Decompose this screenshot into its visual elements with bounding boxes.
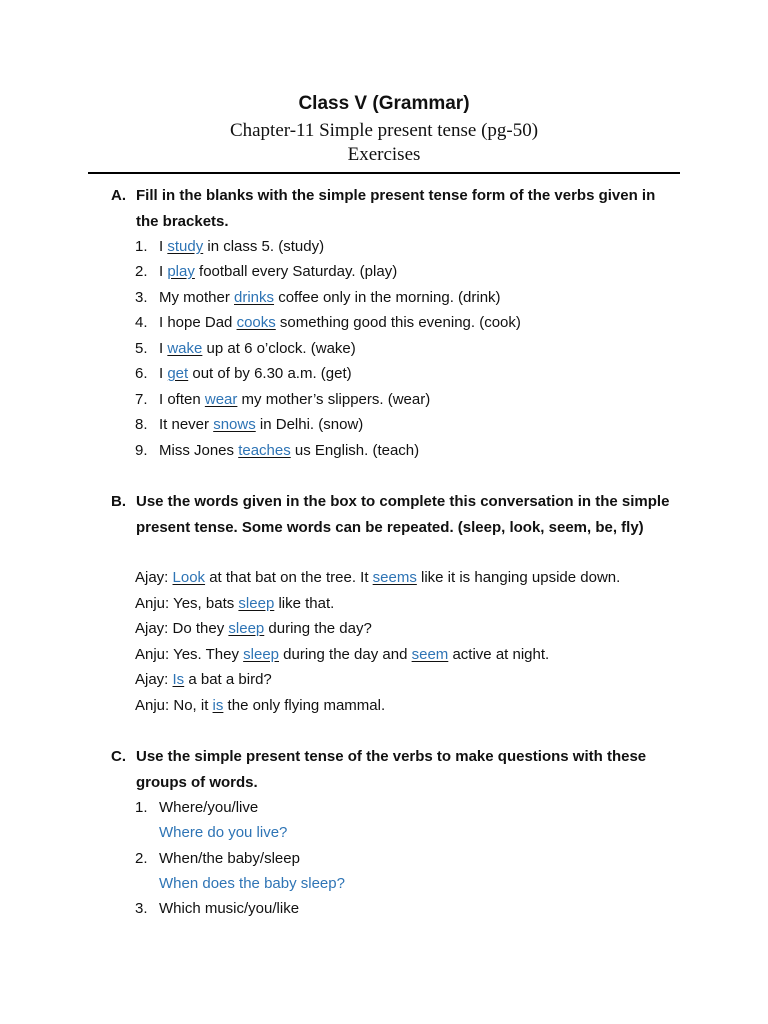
dialogue-text: the only flying mammal.: [223, 697, 386, 714]
list-item: [135, 234, 675, 260]
item-number: 5.: [135, 340, 148, 357]
item-number: 3.: [135, 289, 148, 306]
question-prompt: Where/you/live: [159, 799, 259, 816]
answer-word: wake: [167, 340, 203, 357]
item-text: I: [159, 340, 168, 357]
answer-word: is: [212, 697, 224, 714]
dialogue-text: during the day and: [279, 646, 412, 663]
question-answer: Where do you live?: [159, 824, 288, 841]
answer-word: get: [167, 365, 189, 382]
item-number: 3.: [135, 900, 148, 917]
item-number: 9.: [135, 442, 148, 459]
dialogue-line: [135, 591, 695, 617]
dialogue-text: a bat a bird?: [184, 671, 272, 688]
item-text: Miss Jones: [159, 442, 239, 459]
item-text: I: [159, 238, 168, 255]
answer-word: Look: [172, 569, 206, 586]
item-number: 1.: [135, 799, 148, 816]
question-item: [135, 846, 675, 872]
item-number: 6.: [135, 365, 148, 382]
answer-word: wear: [204, 391, 238, 408]
section-a-instruction: [111, 183, 671, 234]
answer-word: snows: [213, 416, 256, 433]
list-item: [135, 412, 675, 438]
answer-word: teaches: [238, 442, 291, 459]
dialogue-text: Ajay:: [135, 671, 173, 688]
list-item: [135, 259, 675, 285]
dialogue-text: like it is hanging upside down.: [416, 569, 621, 586]
section-a-instruction-text: Fill in the blanks with the simple present tense form of the verbs given in the brackets.: [136, 187, 656, 230]
question-answer: When does the baby sleep?: [159, 875, 345, 892]
answer-word: study: [167, 238, 204, 255]
item-number: 2.: [135, 850, 148, 867]
item-text: up at 6 o’clock. (wake): [202, 340, 356, 357]
answer-word: seems: [372, 569, 417, 586]
header-divider: [88, 172, 680, 174]
question-item: [135, 795, 675, 821]
section-c-letter: C.: [111, 748, 126, 765]
item-text: something good this evening. (cook): [275, 314, 521, 331]
answer-word: cooks: [236, 314, 276, 331]
item-text: in Delhi. (snow): [255, 416, 364, 433]
dialogue-text: Ajay: Do they: [135, 620, 229, 637]
item-number: 2.: [135, 263, 148, 280]
section-b-instruction: [111, 489, 671, 540]
item-text: I often: [159, 391, 205, 408]
list-item: [135, 387, 675, 413]
section-a-letter: A.: [111, 187, 126, 204]
list-item: [135, 285, 675, 311]
chapter-title: Chapter-11 Simple present tense (pg-50): [229, 120, 539, 141]
item-text: I hope Dad: [159, 314, 237, 331]
item-text: I: [159, 263, 168, 280]
item-number: 7.: [135, 391, 148, 408]
item-text: football every Saturday. (play): [194, 263, 398, 280]
dialogue-line: [135, 693, 695, 719]
answer-word: sleep: [238, 595, 275, 612]
item-text: out of by 6.30 a.m. (get): [188, 365, 352, 382]
dialogue-text: active at night.: [448, 646, 550, 663]
exercises-heading: Exercises: [347, 144, 421, 165]
page-title: Class V (Grammar): [298, 93, 470, 114]
answer-word: drinks: [234, 289, 275, 306]
answer-word: Is: [172, 671, 185, 688]
dialogue-text: like that.: [274, 595, 335, 612]
dialogue-line: [135, 616, 695, 642]
dialogue-text: at that bat on the tree. It: [205, 569, 373, 586]
dialogue-text: Anju: Yes. They: [135, 646, 244, 663]
item-text: My mother: [159, 289, 235, 306]
dialogue-line: [135, 565, 695, 591]
item-number: 8.: [135, 416, 148, 433]
list-item: [135, 310, 675, 336]
dialogue-text: Ajay:: [135, 569, 173, 586]
list-item: [135, 438, 675, 464]
question-prompt: When/the baby/sleep: [159, 850, 300, 867]
item-text: my mother’s slippers. (wear): [237, 391, 431, 408]
dialogue-text: Anju: Yes, bats: [135, 595, 239, 612]
item-number: 4.: [135, 314, 148, 331]
answer-word: seem: [411, 646, 449, 663]
dialogue-text: during the day?: [264, 620, 372, 637]
list-item: [135, 336, 675, 362]
section-b-letter: B.: [111, 493, 126, 510]
answer-word: sleep: [243, 646, 279, 663]
section-c-instruction-text: Use the simple present tense of the verbs to make questions with these groups of words.: [136, 748, 647, 791]
dialogue-line: [135, 642, 695, 668]
dialogue-line: [135, 667, 695, 693]
item-text: I: [159, 365, 168, 382]
question-item: [135, 896, 675, 922]
item-text: in class 5. (study): [203, 238, 325, 255]
answer-word: play: [167, 263, 195, 280]
item-text: coffee only in the morning. (drink): [274, 289, 501, 306]
dialogue-text: Anju: No, it: [135, 697, 213, 714]
item-text: It never: [159, 416, 214, 433]
section-c-instruction: [111, 744, 671, 795]
list-item: [135, 361, 675, 387]
section-b-instruction-text: Use the words given in the box to complete this conversation in the simple present tense. Some words can be repeated. (sleep, look, seem, be, fly): [136, 493, 670, 536]
answer-word: sleep: [228, 620, 265, 637]
item-text: us English. (teach): [290, 442, 420, 459]
question-prompt: Which music/you/like: [159, 900, 300, 917]
item-number: 1.: [135, 238, 148, 255]
